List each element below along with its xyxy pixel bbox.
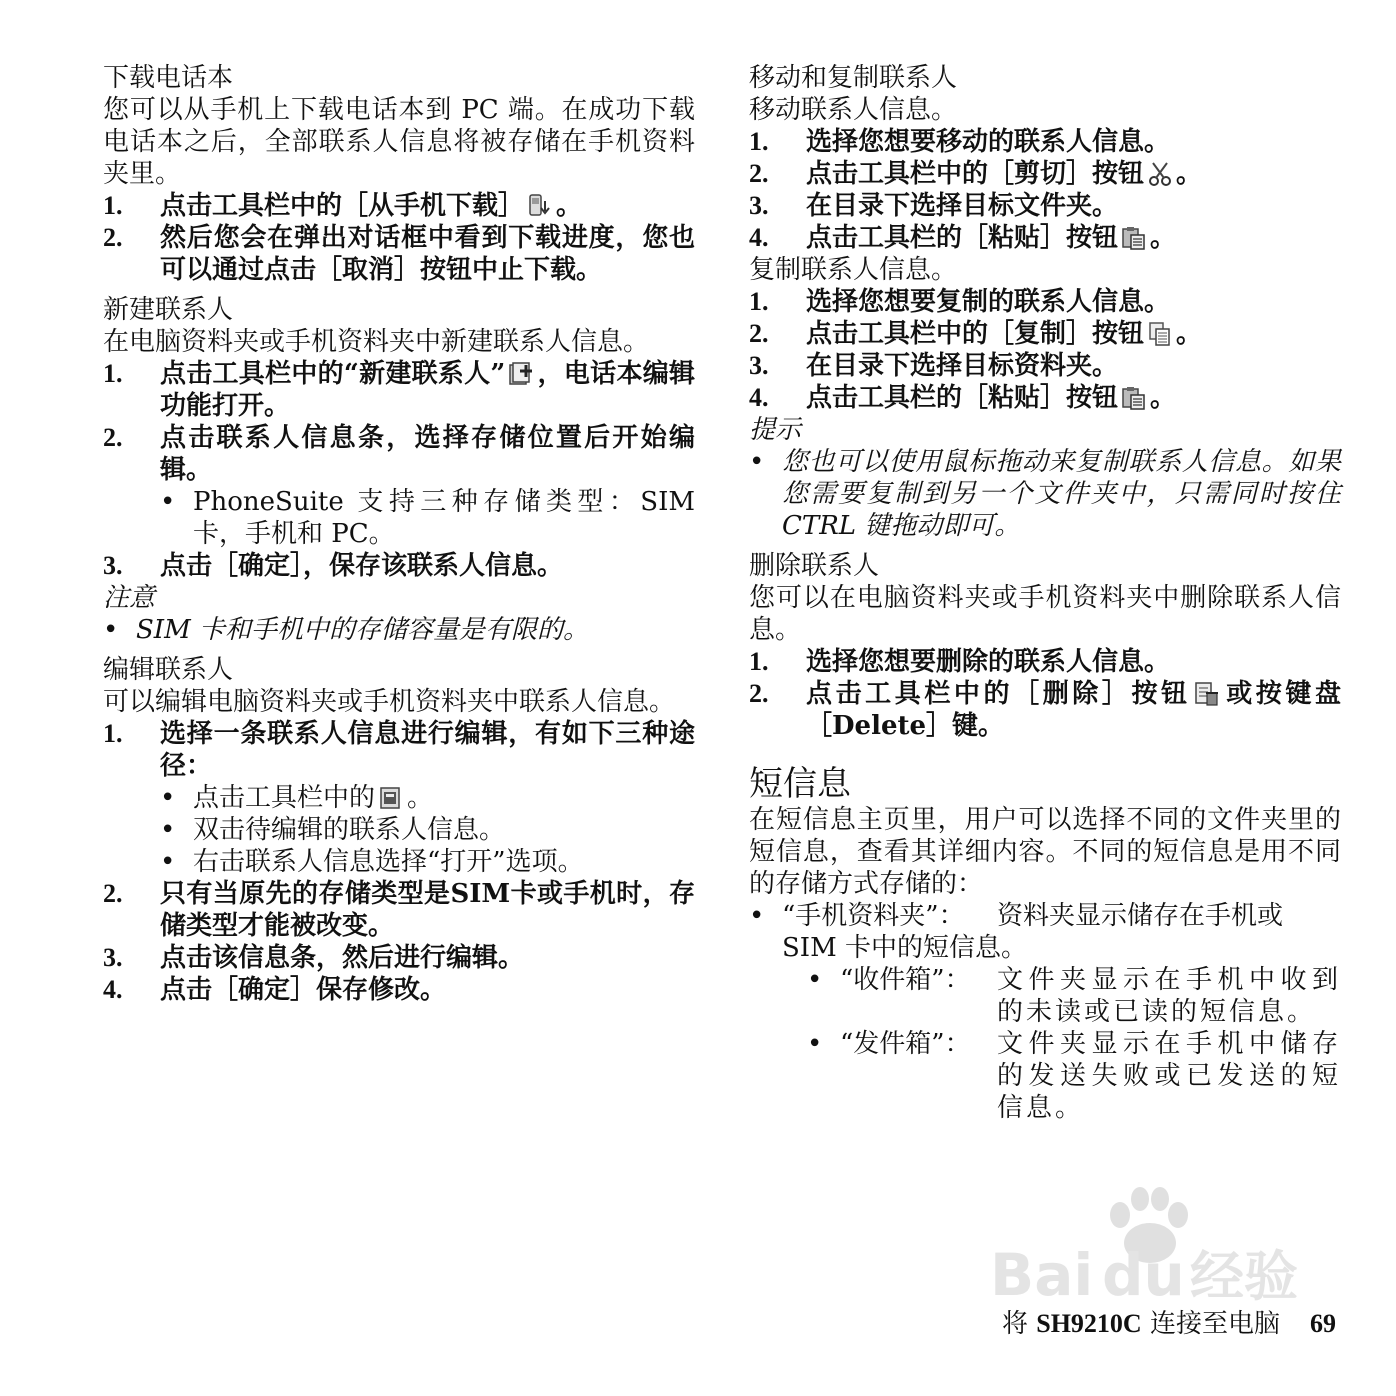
step-text [160, 190, 695, 222]
bullet: • [160, 815, 176, 845]
step-text-before: 点击工具栏中的“新建联系人” [160, 359, 506, 389]
outbox-desc: 文件夹显示在手机中储存的发送失败或已发送的短信息。 [997, 1029, 1341, 1123]
step-number: 1. [103, 359, 123, 388]
step-text: 在目录下选择目标文件夹。 [806, 191, 1119, 221]
phone-folder-body [782, 900, 1341, 964]
inbox-desc: 文件夹显示在手机中收到的未读或已读的短信息。 [997, 965, 1341, 1027]
inbox-label-wrap [807, 964, 997, 1028]
step-text-before: 点击工具栏的［粘贴］按钮 [806, 383, 1119, 413]
step-text: 选择一条联系人信息进行编辑，有如下三种途径： [160, 719, 695, 781]
step-text-after: 。 [1176, 319, 1203, 349]
step-number: 1. [749, 127, 769, 156]
page-number: 69 [1310, 1309, 1336, 1338]
section-heading-sms: 短信息 [749, 764, 851, 804]
step [749, 318, 1341, 350]
bullet: • [807, 1029, 823, 1059]
phone-folder-desc-cont: SIM 卡中的短信息。 [782, 933, 1027, 963]
bullet: • [749, 447, 765, 477]
edit-contact-intro: 可以编辑电脑资料夹或手机资料夹中联系人信息。 [103, 687, 676, 717]
edit-contact-steps [103, 718, 695, 1006]
step-text: 点击［确定］保存修改。 [160, 975, 447, 1005]
sub-bullet-before: 点击工具栏中的 [193, 783, 376, 813]
cut-icon [1147, 161, 1173, 187]
step-text [806, 222, 1341, 254]
step [103, 550, 695, 582]
step-text-before: 点击工具栏中的［删除］按钮 [806, 679, 1191, 709]
inbox-label: “收件箱”： [840, 965, 971, 995]
section-heading-delete-contact: 删除联系人 [749, 551, 880, 581]
new-contact-icon [508, 361, 534, 387]
step-text-before: 点击工具栏中的［剪切］按钮 [806, 159, 1145, 189]
section-heading-download: 下载电话本 [103, 63, 234, 93]
step-number: 1. [749, 287, 769, 316]
step [749, 126, 1341, 158]
step [103, 190, 695, 222]
step-number: 4. [749, 223, 769, 252]
sub-bullet-text: 右击联系人信息选择“打开”选项。 [193, 847, 584, 877]
footer-model: SH9210C [1036, 1309, 1142, 1338]
step-number: 2. [749, 679, 769, 708]
step-number: 2. [103, 879, 123, 908]
sms-intro: 在短信息主页里，用户可以选择不同的文件夹里的短信息，查看其详细内容。不同的短信息是用不同的存储方式存储的： [749, 805, 1341, 899]
bullet: • [160, 847, 176, 877]
bullet: • [103, 615, 119, 645]
new-contact-intro: 在电脑资料夹或手机资料夹中新建联系人信息。 [103, 327, 650, 357]
bullet: • [160, 783, 176, 813]
footer-prefix: 将 [1001, 1309, 1028, 1339]
step-text-after: 。 [1150, 223, 1177, 253]
step-text [806, 678, 1341, 742]
step-text: 在目录下选择目标资料夹。 [806, 351, 1119, 381]
edit-contact-icon [378, 785, 404, 811]
step-text [806, 318, 1341, 350]
step-number: 4. [103, 975, 123, 1004]
note-bullet [103, 614, 695, 646]
sub-bullet [160, 782, 695, 814]
step-text: 选择您想要移动的联系人信息。 [806, 127, 1171, 157]
section-heading-new-contact: 新建联系人 [103, 295, 234, 325]
copy-steps [749, 286, 1341, 414]
step-number: 3. [103, 943, 123, 972]
step [103, 422, 695, 486]
phone-folder-desc: 资料夹显示储存在手机或 [997, 901, 1284, 931]
baidu-watermark [990, 1185, 1320, 1305]
step [749, 286, 1341, 318]
download-intro: 您可以从手机上下载电话本到 PC 端。在成功下载电话本之后，全部联系人信息将被存储在手机资料夹里。 [103, 95, 695, 189]
step-text [806, 382, 1341, 414]
step-text: 点击［确定］，保存该联系人信息。 [160, 551, 564, 581]
step [749, 678, 1341, 742]
sms-subfolders [749, 964, 1341, 1124]
step [103, 974, 695, 1006]
sms-folder-list [749, 900, 1341, 1124]
step [103, 942, 695, 974]
step-text-after: 。 [556, 191, 583, 221]
step-number: 3. [749, 351, 769, 380]
footer-title [1002, 1303, 1280, 1340]
step-text: 点击该信息条，然后进行编辑。 [160, 943, 525, 973]
step-text-after: 。 [1150, 383, 1177, 413]
new-contact-steps [103, 358, 695, 582]
step-text [160, 358, 695, 422]
step-text-after: ，电话本编辑功能打开。 [160, 359, 695, 421]
step-number: 2. [749, 319, 769, 348]
step-number: 2. [749, 159, 769, 188]
copy-icon [1147, 321, 1173, 347]
phone-folder-label: “手机资料夹”： [782, 901, 965, 931]
tip-text: 您也可以使用鼠标拖动来复制联系人信息。如果您需要复制到另一个文件夹中，只需同时按住 CTRL 键拖动即可。 [782, 447, 1341, 541]
sub-bullet-text: 双击待编辑的联系人信息。 [193, 815, 506, 845]
step-number: 3. [749, 191, 769, 220]
step [103, 718, 695, 782]
step-number: 1. [749, 647, 769, 676]
sub-bullet-after: 。 [407, 783, 434, 813]
left-column [103, 62, 695, 1006]
footer-suffix: 连接至电脑 [1149, 1309, 1280, 1339]
step [749, 222, 1341, 254]
step-number: 3. [103, 551, 123, 580]
paste-icon [1121, 225, 1147, 251]
watermark-text: 经验 [1190, 1245, 1298, 1305]
step-text-before: 点击工具栏中的［复制］按钮 [806, 319, 1145, 349]
section-heading-move-copy: 移动和复制联系人 [749, 63, 958, 93]
move-steps [749, 126, 1341, 254]
tip-label: 提示 [749, 415, 802, 445]
step-number: 2. [103, 223, 123, 252]
watermark-text: Bai [990, 1241, 1094, 1305]
step [749, 190, 1341, 222]
step [103, 222, 695, 286]
sub-bullet-text: PhoneSuite 支持三种存储类型：SIM 卡，手机和 PC。 [193, 487, 695, 549]
bullet: • [749, 901, 765, 931]
step-text-after: 或按键盘［Delete］键。 [806, 679, 1341, 741]
phone-folder-item [749, 900, 1341, 964]
sub-bullet-text [193, 782, 695, 814]
step-text: 选择您想要删除的联系人信息。 [806, 647, 1171, 677]
step-text: 只有当原先的存储类型是SIM卡或手机时，存储类型才能被改变。 [160, 879, 695, 941]
step-number: 2. [103, 423, 123, 452]
bullet: • [807, 965, 823, 995]
step-number: 1. [103, 191, 123, 220]
outbox-label-wrap [807, 1028, 997, 1124]
sub-bullet [160, 846, 695, 878]
copy-intro: 复制联系人信息。 [749, 255, 958, 285]
watermark-text: du [1102, 1241, 1185, 1305]
delete-steps [749, 646, 1341, 742]
section-heading-edit-contact: 编辑联系人 [103, 655, 234, 685]
right-column [749, 62, 1341, 1124]
step [749, 382, 1341, 414]
delete-icon [1194, 681, 1220, 707]
delete-intro: 您可以在电脑资料夹或手机资料夹中删除联系人信息。 [749, 583, 1341, 645]
tip-bullet [749, 446, 1341, 542]
step [103, 878, 695, 942]
bullet: • [160, 487, 176, 517]
step [749, 350, 1341, 382]
step [749, 158, 1341, 190]
outbox-item [807, 1028, 1341, 1124]
step-number: 4. [749, 383, 769, 412]
step-text-before: 点击工具栏的［粘贴］按钮 [806, 223, 1119, 253]
sub-bullet [160, 814, 695, 846]
outbox-label: “发件箱”： [840, 1029, 971, 1059]
download-steps [103, 190, 695, 286]
note-label: 注意 [103, 583, 156, 613]
step-text-after: 。 [1176, 159, 1203, 189]
step-text [806, 158, 1341, 190]
paste-icon [1121, 385, 1147, 411]
step-text: 然后您会在弹出对话框中看到下载进度，您也可以通过点击［取消］按钮中止下载。 [160, 223, 695, 285]
step [103, 358, 695, 422]
sub-bullet [160, 486, 695, 550]
note-text: SIM 卡和手机中的存储容量是有限的。 [136, 615, 589, 645]
download-from-phone-icon [527, 193, 553, 219]
page-footer [1002, 1303, 1336, 1340]
step-text: 选择您想要复制的联系人信息。 [806, 287, 1171, 317]
step-text-before: 点击工具栏中的［从手机下载］ [160, 191, 525, 221]
phone-folder-row [782, 900, 1341, 932]
step-number: 1. [103, 719, 123, 748]
step [749, 646, 1341, 678]
inbox-item [807, 964, 1341, 1028]
step-text: 点击联系人信息条，选择存储位置后开始编辑。 [160, 423, 695, 485]
move-intro: 移动联系人信息。 [749, 95, 958, 125]
